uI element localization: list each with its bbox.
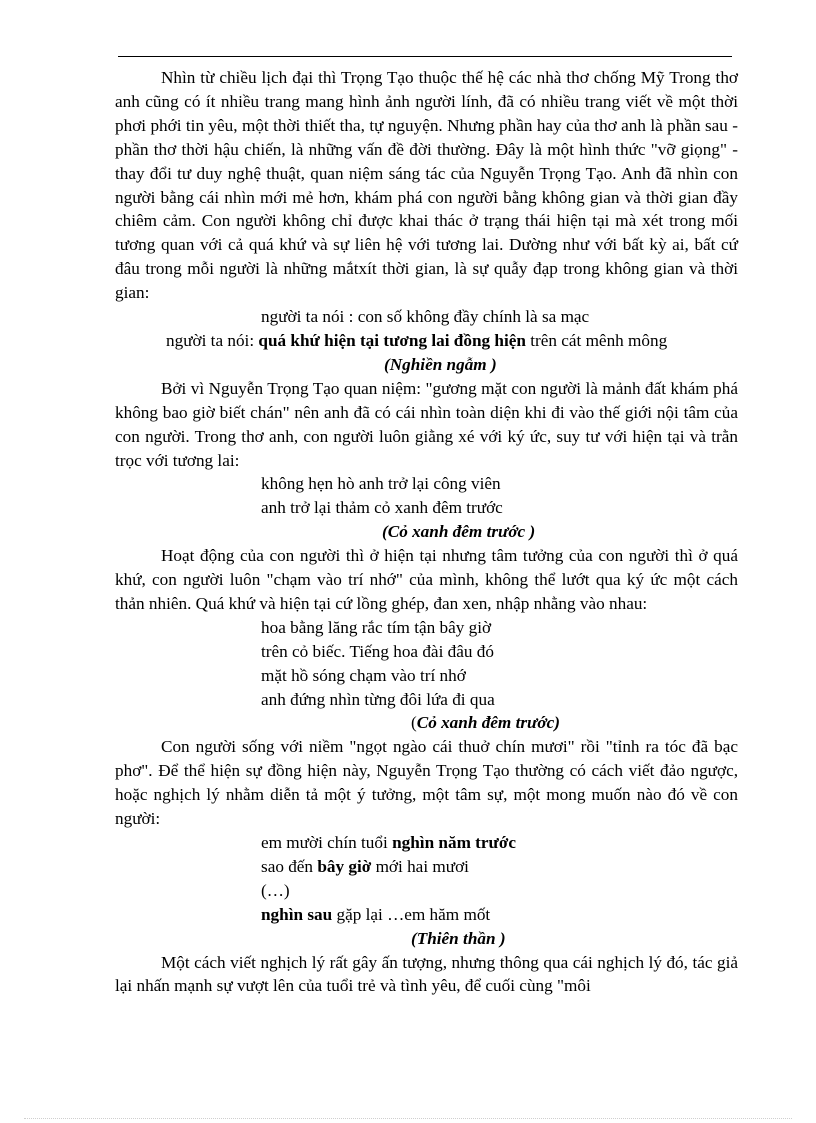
paragraph-4: Con người sống với niềm "ngọt ngào cái thuở chín mươi" rồi "tỉnh ra tóc đã bạc phơ". Để thể hiện sự đồng hiện này, Nguyễn Trọng Tạo thường có cách viết đảo ngược, hoặc nghịch lý nhằm diễn tả một ý tưởng, một tâm sự, một mong muốn nào đó về con người: bbox=[115, 737, 738, 829]
poem4-line1-bold: nghìn năm trước bbox=[392, 833, 516, 852]
poem3-line1: hoa bằng lăng rắc tím tận bây giờ bbox=[261, 617, 492, 637]
poem3-citation-open: ( bbox=[411, 713, 417, 733]
paragraph-5: Một cách viết nghịch lý rất gây ấn tượng, nhưng thông qua cái nghịch lý đó, tác giả lại nhấn mạnh sự vượt lên của tuổi trẻ và tình yêu, để cuối cùng "môi bbox=[115, 952, 738, 996]
poem2-line2: anh trở lại thảm cỏ xanh đêm trước bbox=[261, 498, 503, 518]
poem1-line2 bbox=[115, 329, 738, 353]
paragraph-2: Bởi vì Nguyễn Trọng Tạo quan niệm: "gương mặt con người là mảnh đất khám phá không bao giờ biết chán" nên anh đã có cái nhìn toàn diện khi đi vào thế giới nội tâm của con người. Trong thơ anh, con người luôn giằng xé với ký ức, suy tư với hiện tại và trằn trọc với tương lai: bbox=[115, 378, 738, 470]
poem4-line2-post: mới hai mươi bbox=[371, 856, 469, 876]
poem4-line3: (…) bbox=[261, 880, 290, 900]
poem4-line2 bbox=[115, 855, 738, 879]
poem3-line3: mặt hồ sóng chạm vào trí nhớ bbox=[261, 665, 466, 685]
page-bottom-edge bbox=[24, 1118, 792, 1119]
poem4-line1-pre: em mười chín tuổi bbox=[261, 833, 393, 852]
poem1-line2-pre: người ta nói: bbox=[166, 330, 259, 350]
poem2-citation: (Cỏ xanh đêm trước ) bbox=[382, 522, 536, 542]
poem3-citation bbox=[115, 711, 738, 735]
poem4-line2-pre: sao đến bbox=[261, 856, 318, 876]
poem4-line4-bold: nghìn sau bbox=[261, 904, 333, 924]
poem3-citation-title: Cỏ xanh đêm trước) bbox=[416, 713, 560, 733]
poem4-line4-post: gặp lại …em hăm mốt bbox=[332, 904, 491, 924]
document-body bbox=[115, 66, 738, 998]
poem4-citation: (Thiên thần ) bbox=[411, 928, 506, 948]
poem3-line2: trên cỏ biếc. Tiếng hoa đài đâu đó bbox=[261, 641, 494, 661]
poem1-line2-bold: quá khứ hiện tại tương lai đồng hiện bbox=[258, 330, 526, 350]
header-rule bbox=[118, 56, 732, 57]
paragraph-1: Nhìn từ chiều lịch đại thì Trọng Tạo thuộc thế hệ các nhà thơ chống Mỹ Trong thơ anh cũng có ít nhiều trang mang hình ảnh người lính, đã có nhiều trang viết về một thời phơi phới tin yêu, một thời thiết tha, tự nguyện. Nhưng phần hay của thơ anh là phần sau - phần thơ thời hậu chiến, là những vấn đề đời thường. Đây là một hình thức "vỡ giọng" - thay đổi tư duy nghệ thuật, quan niệm sáng tác của Nguyễn Trọng Tạo. Anh đã nhìn con người bằng cái nhìn mới mẻ hơn, khám phá con người bằng không gian và thời gian đầy chiêm cảm. Con người không chỉ được khai thác ở trạng thái hiện tại mà xét trong mối tương quan với cả quá khứ và sự liên hệ với tương lai. Dường như với bất kỳ ai, bất cứ đâu trong mỗi người là những mắtxít thời gian, là sự quẫy đạp trong không gian và thời gian: bbox=[115, 68, 738, 303]
poem1-citation: (Nghiền ngẫm ) bbox=[384, 354, 497, 374]
poem1-line2-post: trên cát mênh mông bbox=[525, 330, 668, 350]
poem4-line1 bbox=[115, 831, 738, 855]
paragraph-3: Hoạt động của con người thì ở hiện tại nhưng tâm tưởng của con người thì ở quá khứ, con người luôn "chạm vào trí nhớ" của mình, không thể lướt qua ký ức một cách thản nhiên. Quá khứ và hiện tại cứ lồng ghép, đan xen, nhập nhằng vào nhau: bbox=[115, 546, 738, 613]
poem2-line1: không hẹn hò anh trở lại công viên bbox=[261, 474, 501, 494]
poem4-line4 bbox=[115, 903, 738, 927]
poem4-line2-bold: bây giờ bbox=[317, 856, 372, 876]
poem3-line4: anh đứng nhìn từng đôi lứa đi qua bbox=[261, 689, 495, 709]
poem1-line1: người ta nói : con số không đầy chính là sa mạc bbox=[261, 307, 590, 327]
